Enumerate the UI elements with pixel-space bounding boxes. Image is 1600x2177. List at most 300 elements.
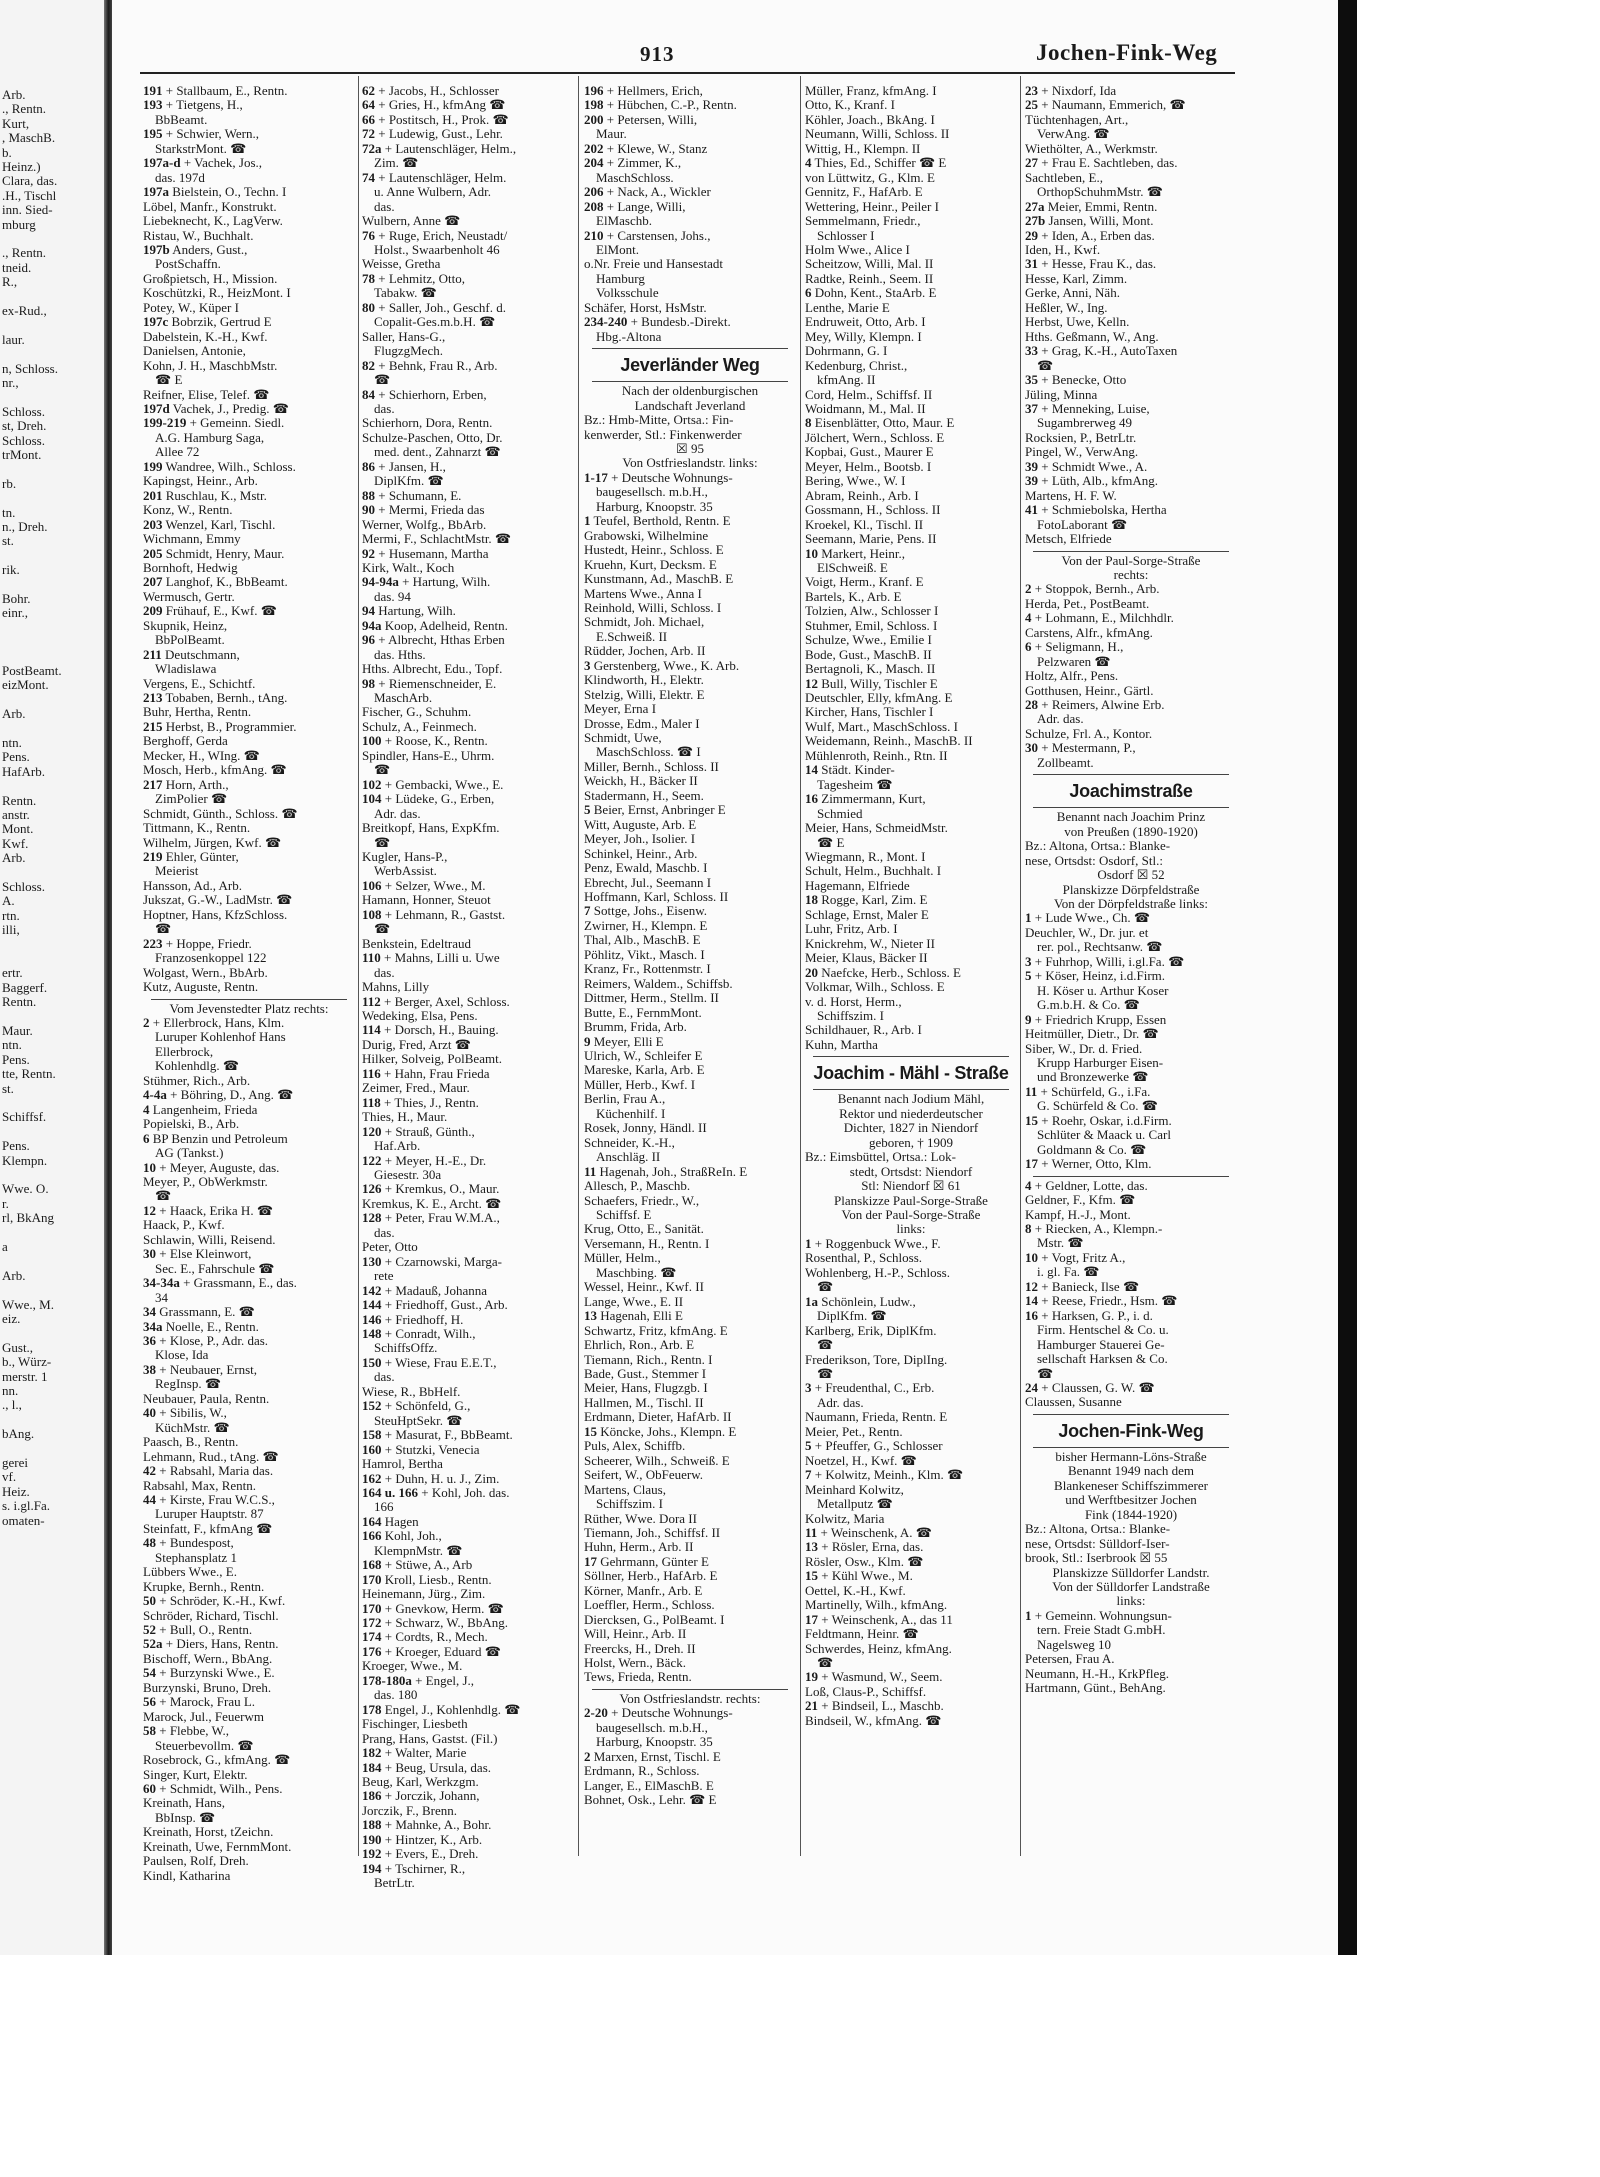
resident-line: [584, 1049, 796, 1063]
house-entry: [584, 514, 796, 528]
entry-text: Teufel, Berthold, Rentn. E: [593, 513, 731, 529]
entry-text: Will, Heinr., Arb. II: [584, 1626, 687, 1642]
entry-text: Meyer, Erna I: [584, 701, 657, 717]
section-rule: [1033, 807, 1229, 808]
entry-text: Bode, Gust., MaschB. II: [805, 646, 932, 662]
house-number: 30: [143, 1246, 156, 1262]
house-entry: [143, 460, 355, 474]
entry-text: Heitmüller, Dietr., Dr. ☎: [1025, 1026, 1159, 1042]
entry-text: ☎: [155, 921, 172, 937]
entry-text: + Mestermann, P.,: [1041, 740, 1136, 756]
house-entry: [362, 995, 574, 1009]
resident-line: [584, 543, 796, 557]
resident-line: [362, 1804, 574, 1818]
house-entry: [143, 84, 355, 98]
resident-line: [362, 1544, 574, 1558]
house-number: 234-240: [584, 314, 628, 330]
entry-text: Meier, Hans, SchmeidMstr.: [805, 820, 948, 836]
house-number: 12: [143, 1202, 156, 1218]
house-entry: [1025, 503, 1237, 517]
entry-text: Hartmann, Günt., BehAng.: [1025, 1680, 1166, 1696]
entry-text: Wenzel, Karl, Tischl.: [165, 516, 276, 532]
entry-text: Deutschmann,: [165, 646, 240, 662]
gutter-line: Maur.: [2, 1023, 33, 1038]
resident-line: [584, 1656, 796, 1670]
house-number: 102: [362, 776, 382, 792]
house-entry: [584, 185, 796, 199]
gutter-line: st, Dreh.: [2, 418, 47, 434]
resident-line: [362, 1717, 574, 1731]
entry-text: Wulbern, Anne ☎: [362, 213, 461, 229]
house-entry: [584, 1035, 796, 1049]
entry-text: das. Hths.: [374, 646, 426, 662]
resident-line: [1025, 301, 1237, 315]
entry-text: KüchMstr. ☎: [155, 1419, 230, 1435]
entry-text: Herbst, Uwe, Kelln.: [1025, 314, 1130, 330]
house-number: 48: [143, 1535, 156, 1551]
entry-text: Benannt 1949 nach dem: [1068, 1463, 1194, 1479]
house-entry: [362, 879, 574, 893]
resident-line: [584, 1793, 796, 1807]
entry-text: Siber, W., Dr. d. Fried.: [1025, 1040, 1143, 1056]
resident-line: [362, 648, 574, 662]
house-number: 197c: [143, 314, 169, 330]
resident-line: [584, 257, 796, 271]
entry-text: Weickh, H., Bäcker II: [584, 773, 698, 789]
house-entry: [584, 315, 796, 329]
house-entry: [362, 1125, 574, 1139]
street-note: [1025, 1508, 1237, 1522]
resident-line: [805, 561, 1017, 575]
resident-line: [1025, 1143, 1237, 1157]
house-entry: [143, 1088, 355, 1102]
resident-line: [805, 980, 1017, 994]
street-note: [805, 1092, 1017, 1106]
house-entry: [362, 778, 574, 792]
gutter-line: trMont.: [2, 447, 42, 462]
house-number: 190: [362, 1831, 382, 1847]
entry-text: + Petersen, Willi,: [606, 111, 698, 127]
resident-line: [1025, 1128, 1237, 1142]
resident-line: [1025, 1551, 1237, 1565]
entry-text: AG (Tankst.): [155, 1145, 224, 1161]
entry-text: Schildhauer, R., Arb. I: [805, 1022, 922, 1038]
street-note: [805, 1165, 1017, 1179]
house-number: 21: [805, 1698, 818, 1714]
entry-text: Köncke, Johs., Klempn. E: [600, 1423, 737, 1439]
resident-line: [362, 344, 574, 358]
entry-text: Metallputz ☎: [817, 1496, 893, 1512]
entry-text: Zeimer, Fred., Maur.: [362, 1080, 470, 1096]
resident-line: [805, 1266, 1017, 1280]
entry-text: Pingel, W., VerwAng.: [1025, 444, 1139, 460]
house-entry: [1025, 969, 1237, 983]
house-number: 19: [805, 1669, 818, 1685]
gutter-line: eizMont.: [2, 677, 49, 693]
entry-text: Planskizze Sülldorfer Landstr.: [1052, 1564, 1210, 1580]
entry-text: Benannt nach Joachim Prinz: [1056, 809, 1206, 825]
gutter-line: Klempn.: [2, 1152, 48, 1168]
resident-line: [143, 807, 355, 821]
entry-text: Schlawin, Willi, Reisend.: [143, 1231, 276, 1247]
house-entry: [584, 98, 796, 112]
resident-line: [584, 1779, 796, 1793]
gutter-line: eiz.: [2, 1311, 21, 1326]
section-rule: [1033, 1447, 1229, 1448]
entry-text: Schinkel, Heinr., Arb.: [584, 845, 698, 861]
entry-text: tern. Freie Stadt G.mbH.: [1037, 1622, 1166, 1638]
resident-line: [805, 604, 1017, 618]
house-entry: [143, 720, 355, 734]
entry-text: Gerke, Anni, Näh.: [1025, 285, 1120, 301]
resident-line: [584, 413, 796, 427]
house-entry: [143, 402, 355, 416]
entry-text: Benkstein, Edeltraud: [362, 935, 472, 951]
resident-line: [143, 1681, 355, 1695]
resident-line: [805, 850, 1017, 864]
house-entry: [362, 1154, 574, 1168]
house-entry: [362, 1284, 574, 1298]
resident-line: [143, 677, 355, 691]
house-entry: [362, 951, 574, 965]
entry-text: Bade, Gust., Stemmer I: [584, 1365, 707, 1381]
gutter-line: Baggerf.: [2, 979, 48, 995]
entry-text: Ristau, W., Buchhalt.: [143, 227, 254, 243]
entry-text: Prang, Hans, Gastst. (Fil.): [362, 1730, 498, 1746]
resident-line: [805, 98, 1017, 112]
house-number: 12: [1025, 1278, 1038, 1294]
entry-text: Seemann, Marie, Pens. II: [805, 531, 937, 547]
house-entry: [143, 1320, 355, 1334]
entry-text: Hamburger Stauerei Ge-: [1037, 1336, 1165, 1352]
house-number: 164: [362, 1513, 382, 1529]
resident-line: [362, 156, 574, 170]
entry-text: + Riecken, A., Klempn.-: [1034, 1220, 1163, 1236]
entry-text: ☎: [1037, 1365, 1054, 1381]
entry-text: + Lautenschläger, Helm.: [378, 169, 507, 185]
entry-text: BP Benzin und Petroleum: [152, 1130, 288, 1146]
entry-text: Wulf, Mart., MaschSchloss. I: [805, 718, 958, 734]
house-entry: [1025, 640, 1237, 654]
entry-text: Kopbai, Gust., Maurer E: [805, 444, 934, 460]
resident-line: [584, 1194, 796, 1208]
resident-line: [584, 1613, 796, 1627]
resident-line: [1025, 1667, 1237, 1681]
resident-line: [143, 980, 355, 994]
entry-text: Goldmann & Co. ☎: [1037, 1141, 1147, 1157]
gutter-line: Wwe., M.: [2, 1296, 54, 1312]
resident-line: [805, 518, 1017, 532]
entry-text: Lübbers Wwe., E.: [143, 1564, 237, 1580]
entry-text: Schröder, Richard, Tischl.: [143, 1607, 279, 1623]
house-number: 9: [1025, 1011, 1032, 1027]
entry-text: + Menneking, Luise,: [1041, 400, 1150, 416]
resident-line: [143, 359, 355, 373]
entry-text: Wedeking, Elsa, Pens.: [362, 1008, 478, 1023]
entry-text: + Lautenschläger, Helm.,: [384, 140, 517, 156]
gutter-line: tn.: [2, 504, 16, 520]
resident-line: [805, 503, 1017, 517]
entry-text: Jansen, Willi, Mont.: [1048, 213, 1154, 229]
entry-text: + Bundespost,: [159, 1535, 234, 1551]
entry-text: + Grag, K.-H., AutoTaxen: [1041, 343, 1178, 359]
house-entry: [805, 792, 1017, 806]
entry-text: + Lude Wwe., Ch. ☎: [1034, 910, 1151, 926]
resident-line: [805, 995, 1017, 1009]
entry-text: + Berger, Axel, Schloss.: [384, 993, 510, 1009]
column-rule: [578, 76, 579, 1856]
entry-text: + Else Kleinwort,: [159, 1246, 252, 1262]
entry-text: + Seligmann, H.,: [1034, 639, 1124, 655]
entry-text: + Czarnowski, Marga-: [384, 1253, 502, 1269]
entry-text: Burzynski, Bruno, Dreh.: [143, 1679, 272, 1695]
house-number: 200: [584, 111, 604, 127]
entry-text: A.G. Hamburg Saga,: [155, 429, 265, 445]
resident-line: [805, 113, 1017, 127]
entry-text: + Hübchen, C.-P., Rentn.: [606, 97, 737, 113]
resident-line: [584, 789, 796, 803]
entry-text: Stadermann, H., Seem.: [584, 787, 704, 803]
gutter-line: rl, BkAng: [2, 1210, 54, 1226]
entry-text: + Ruge, Erich, Neustadt/: [378, 227, 508, 243]
house-entry: [143, 1161, 355, 1175]
gutter-line: st.: [2, 533, 14, 549]
resident-line: [584, 1454, 796, 1468]
house-entry: [143, 489, 355, 503]
house-number: 33: [1025, 343, 1038, 359]
house-number: 9: [584, 1033, 591, 1049]
house-number: 36: [143, 1332, 156, 1348]
entry-text: Bz.: Altona, Ortsa.: Blanke-: [1025, 838, 1171, 854]
house-number: 196: [584, 83, 604, 98]
gutter-line: s. i.gl.Fa.: [2, 1498, 51, 1514]
house-number: 11: [805, 1524, 818, 1540]
entry-text: + Strauß, Günth.,: [384, 1123, 475, 1139]
entry-text: + Selzer, Wwe., M.: [384, 877, 486, 893]
resident-line: [805, 937, 1017, 951]
entry-text: Mermi, F., SchlachtMstr. ☎: [362, 531, 512, 547]
resident-line: [362, 1659, 574, 1673]
entry-text: + Stoppok, Bernh., Arb.: [1034, 581, 1160, 597]
entry-text: + Hoppe, Friedr.: [165, 935, 252, 951]
resident-line: [584, 485, 796, 499]
entry-text: + Beug, Ursula, das.: [384, 1759, 492, 1775]
resident-line: [143, 1233, 355, 1247]
entry-text: Thies, Ed., Schiffer ☎ E: [814, 155, 947, 171]
resident-line: [805, 749, 1017, 763]
entry-text: Tiemann, Rich., Rentn. I: [584, 1351, 713, 1367]
entry-text: + Gemeinn. Wohnungsun-: [1034, 1607, 1172, 1623]
gutter-line: b., Würz-: [2, 1354, 52, 1370]
house-entry: [143, 1103, 355, 1117]
resident-line: [1025, 1395, 1237, 1409]
entry-text: von Preußen (1890-1920): [1064, 823, 1198, 839]
entry-text: Schmidt, Henry, Maur.: [165, 545, 285, 561]
gutter-line: st.: [2, 1080, 14, 1096]
house-entry: [1025, 156, 1237, 170]
resident-line: [362, 330, 574, 344]
house-entry: [1025, 955, 1237, 969]
street-note: [805, 1179, 1017, 1193]
resident-line: [143, 142, 355, 156]
entry-text: Karlberg, Erik, DiplKfm.: [805, 1322, 937, 1338]
house-number: 54: [143, 1665, 156, 1681]
house-number: 27b: [1025, 213, 1046, 229]
resident-line: [584, 832, 796, 846]
resident-line: [143, 1450, 355, 1464]
entry-text: + Schönfeld, G.,: [384, 1398, 471, 1414]
entry-text: Bischoff, Wern., BbAng.: [143, 1650, 273, 1666]
entry-text: Meier, Hans, Flugzgb. I: [584, 1380, 708, 1396]
entry-text: Jukszat, G.-W., LadMstr. ☎: [143, 892, 293, 908]
entry-text: Ellerbrock,: [155, 1043, 214, 1059]
entry-text: Schmidt, Joh. Michael,: [584, 614, 705, 630]
house-entry: [143, 1666, 355, 1680]
gutter-line: Schiffsf.: [2, 1109, 47, 1125]
house-number: 86: [362, 458, 375, 474]
entry-text: + Gnevkow, Herm. ☎: [384, 1600, 504, 1616]
gutter-line: Arb.: [2, 87, 26, 102]
house-number: 34-34a: [143, 1275, 180, 1291]
house-number: 195: [143, 126, 163, 142]
resident-line: [584, 1208, 796, 1222]
gutter-line: ntn.: [2, 1037, 22, 1053]
gutter-line: A.: [2, 893, 15, 909]
resident-line: [143, 1565, 355, 1579]
section-rule: [1033, 1414, 1229, 1415]
entry-text: Lenthe, Marie E: [805, 299, 890, 315]
resident-line: [1025, 359, 1237, 373]
house-entry: [1025, 1179, 1237, 1193]
entry-text: Wiethölter, A., Werkmstr.: [1025, 140, 1158, 156]
entry-text: RegInsp. ☎: [155, 1376, 222, 1392]
entry-text: Von der Dörpfeldstraße links:: [1054, 896, 1208, 912]
entry-text: ☎ E: [817, 834, 845, 850]
entry-text: Haack, P., Kwf.: [143, 1217, 225, 1233]
entry-text: + Schmidt, Wilh., Pens.: [159, 1781, 283, 1797]
entry-text: + Carstensen, Johs.,: [606, 227, 711, 243]
resident-line: [584, 1735, 796, 1749]
resident-line: [584, 587, 796, 601]
house-entry: [805, 677, 1017, 691]
resident-line: [362, 763, 574, 777]
entry-text: + Benecke, Otto: [1041, 372, 1127, 388]
entry-text: Meierist: [155, 863, 199, 879]
house-entry: [584, 1309, 796, 1323]
resident-line: [362, 1775, 574, 1789]
resident-line: [143, 286, 355, 300]
house-number: 168: [362, 1557, 382, 1573]
entry-text: Dohn, Kent., StaArb. E: [814, 285, 937, 301]
entry-text: + Klewe, W., Stanz: [606, 140, 708, 156]
entry-text: Witt, Auguste, Arb. E: [584, 816, 697, 832]
house-number: 1-17: [584, 469, 608, 485]
house-entry: [362, 1862, 574, 1876]
resident-line: [584, 214, 796, 228]
entry-text: Vachek, J., Predig. ☎: [172, 400, 289, 416]
house-entry: [584, 142, 796, 156]
entry-text: + Claussen, G. W. ☎: [1041, 1379, 1155, 1395]
house-entry: [362, 1573, 574, 1587]
entry-text: + Pfeuffer, G., Schlosser: [814, 1438, 943, 1454]
entry-text: + Nack, A., Wickler: [606, 184, 711, 200]
entry-text: Schiffszim. I: [596, 1496, 663, 1512]
resident-line: [584, 1295, 796, 1309]
entry-text: Metsch, Elfriede: [1025, 531, 1112, 547]
entry-text: Neubauer, Paula, Rentn.: [143, 1390, 270, 1406]
house-number: 16: [1025, 1307, 1038, 1323]
entry-text: + Husemann, Martha: [378, 545, 489, 561]
entry-text: Kruehn, Kurt, Decksm. E: [584, 556, 717, 572]
resident-line: [584, 1063, 796, 1077]
resident-line: [805, 590, 1017, 604]
entry-text: Benannt nach Jodium Mähl,: [837, 1091, 985, 1107]
house-entry: [584, 156, 796, 170]
entry-text: das. 94: [374, 588, 411, 604]
entry-text: Huhn, Herm., Arb. II: [584, 1539, 694, 1555]
entry-text: MaschArb.: [374, 690, 433, 706]
gutter-line: Schloss.: [2, 879, 45, 894]
entry-text: FlugzgMech.: [374, 343, 443, 359]
entry-text: Kohlenhdlg. ☎: [155, 1058, 240, 1074]
entry-text: Wermusch, Gertr.: [143, 588, 235, 604]
resident-line: [362, 518, 574, 532]
entry-text: Kuhn, Martha: [805, 1036, 878, 1052]
house-entry: [1025, 582, 1237, 596]
resident-line: [584, 1121, 796, 1135]
house-entry: [143, 691, 355, 705]
house-entry: [584, 803, 796, 817]
resident-line: [584, 1353, 796, 1367]
resident-line: [143, 1291, 355, 1305]
entry-text: o.Nr. Freie und Hansestadt: [584, 256, 724, 272]
house-entry: [143, 518, 355, 532]
resident-line: [805, 662, 1017, 676]
house-entry: [362, 633, 574, 647]
street-heading: Joachim - Mähl - Straße: [813, 1063, 1009, 1084]
entry-text: DiplKfm. ☎: [374, 473, 444, 489]
house-number: 209: [143, 603, 163, 619]
entry-text: + Geldner, Lotte, das.: [1034, 1177, 1148, 1193]
resident-line: [584, 1078, 796, 1092]
resident-line: [362, 561, 574, 575]
entry-text: + Werner, Otto, Klm.: [1041, 1156, 1152, 1172]
resident-line: [805, 1627, 1017, 1641]
house-entry: [143, 1637, 355, 1651]
resident-line: [143, 214, 355, 228]
entry-text: Schlage, Ernst, Maler E: [805, 906, 929, 922]
entry-text: Planskizze Dörpfeldstraße: [1062, 881, 1200, 897]
entry-text: Küchenhilf. I: [596, 1105, 666, 1121]
entry-text: Woidmann, M., Mal. II: [805, 400, 926, 416]
house-entry: [143, 1724, 355, 1738]
house-number: 1: [1025, 1607, 1032, 1623]
resident-line: [362, 821, 574, 835]
resident-line: [805, 229, 1017, 243]
resident-line: [805, 1396, 1017, 1410]
house-entry: [1025, 402, 1237, 416]
house-number: 178: [362, 1701, 382, 1717]
entry-text: Städt. Kinder-: [821, 762, 895, 778]
resident-line: [1025, 1042, 1237, 1056]
entry-text: + Schürfeld, G., i.Fa.: [1040, 1083, 1151, 1099]
resident-line: [362, 980, 574, 994]
entry-text: Puls, Alex, Schiffb.: [584, 1438, 686, 1454]
entry-text: Noelle, E., Rentn.: [165, 1318, 259, 1334]
resident-line: [143, 373, 355, 387]
resident-line: [143, 951, 355, 965]
gutter-line: PostBeamt.: [2, 663, 62, 678]
